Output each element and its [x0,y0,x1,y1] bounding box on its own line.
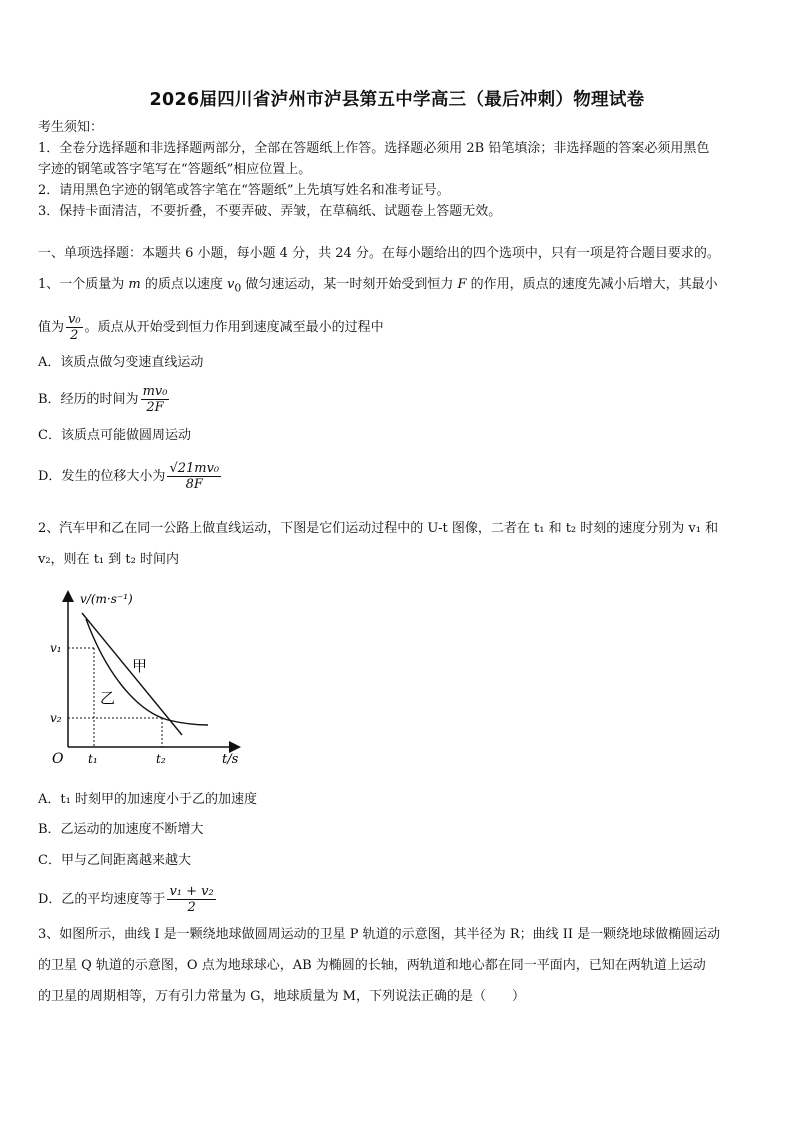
q2-stem-line2: v₂，则在 t₁ 到 t₂ 时间内 [38,552,179,567]
q3-stem-line1: 3、如图所示，曲线 I 是一颗绕地球做圆周运动的卫星 P 轨道的示意图，其半径为 R；曲线 II 是一颗绕地球做椭圆运动 [38,927,721,942]
q1-stem-line2: 值为 $\frac{\text{v₀}}{2}$ 。质点从开始受到恒力作用到速度减至最小的过程中 [38,312,384,343]
fraction-average-velocity: $\frac{\text{v₁ + v₂}}{2}$ [169,884,214,915]
fraction-displacement: $\frac{\text{√21mv₀}}{8F}$ [169,461,220,492]
q1-stem-line1: 1、一个质量为 m 的质点以速度 $v_0$ 做匀速运动，某一时刻开始受到恒力 F 的作用，质点的速度先减小后增大，其最小 [38,277,718,295]
q3-stem-line2: 的卫星 Q 轨道的示意图，O 点为地球球心，AB 为椭圆的长轴，两轨道和地心都在同一平面内，已知在两轨道上运动 [38,958,706,973]
notice-item-3: 3．保持卡面清洁，不要折叠，不要弄破、弄皱，在草稿纸、试题卷上答题无效。 [38,204,502,219]
v1-label: v₁ [50,641,62,655]
q1-option-b: B．经历的时间为 $\frac{\text{mv₀}}{2F}$ [38,384,168,415]
notice-item-1: 1．全卷分选择题和非选择题两部分，全部在答题纸上作答。选择题必须用 2B 铅笔填涂；非选择题的答案必须用黑色 [38,141,710,156]
notice-item-1-cont: 字迹的钢笔或答字笔写在“答题纸”相应位置上。 [38,162,312,177]
fraction-v0-over-2: $\frac{\text{v₀}}{2}$ [68,312,81,343]
fraction-mv0-over-2F: $\frac{\text{mv₀}}{2F}$ [142,384,168,415]
notice-heading: 考生须知： [38,120,104,135]
t1-label: t₁ [88,752,98,766]
section-heading: 一、单项选择题：本题共 6 小题，每小题 4 分，共 24 分。在每小题给出的四个选项中，只有一项是符合题目要求的。 [38,246,720,261]
q1-option-a: A．该质点做匀变速直线运动 [38,355,204,370]
origin-label: O [52,751,64,767]
q3-stem-line3: 的卫星的周期相等，万有引力常量为 G，地球质量为 M，下列说法正确的是（ ） [38,989,525,1004]
page-title: 2026届四川省泸州市泸县第五中学高三（最后冲刺）物理试卷 [149,90,645,110]
t2-label: t₂ [156,752,166,766]
line-yi-label: 乙 [100,689,116,707]
q1-option-d: D．发生的位移大小为 $\frac{\text{√21mv₀}}{8F}$ [38,461,220,492]
q2-option-b: B．乙运动的加速度不断增大 [38,822,204,837]
y-axis-label: v/(m·s⁻¹) [80,592,133,606]
q2-option-a: A．t₁ 时刻甲的加速度小于乙的加速度 [38,792,257,807]
q1-option-c: C．该质点可能做圆周运动 [38,428,191,443]
vt-graph [40,585,270,785]
q2-option-c: C．甲与乙间距离越来越大 [38,853,191,868]
curve-jia-label: 甲 [132,657,148,675]
notice-item-2: 2．请用黑色字迹的钢笔或答字笔在“答题纸”上先填写姓名和准考证号。 [38,183,450,198]
x-axis-label: t/s [222,752,239,767]
q2-option-d: D．乙的平均速度等于 $\frac{\text{v₁ + v₂}}{2}$ [38,884,214,915]
v2-label: v₂ [50,711,62,725]
q2-stem-line1: 2、汽车甲和乙在同一公路上做直线运动，下图是它们运动过程中的 U-t 图像，二者在 t₁ 和 t₂ 时刻的速度分别为 v₁ 和 [38,521,719,536]
